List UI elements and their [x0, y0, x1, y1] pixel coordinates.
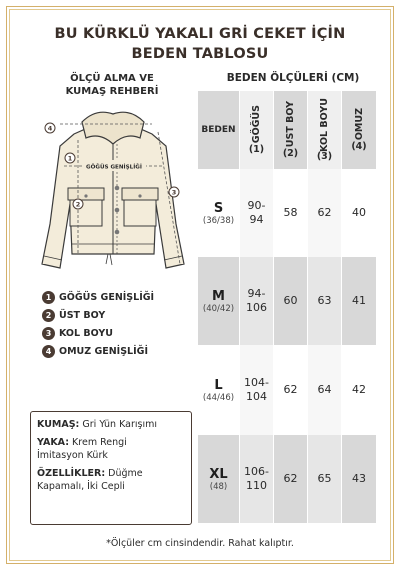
shoulder-value: 41 [352, 294, 366, 307]
size-cell [198, 345, 240, 435]
header-size [198, 91, 240, 169]
table-header-row [198, 91, 376, 169]
size-eu: (48) [209, 481, 228, 492]
legend-item-shoulder [42, 342, 154, 360]
legend-item-length [42, 306, 154, 324]
legend-number: 4 [42, 345, 55, 358]
features-value-1: Düğme [108, 468, 143, 479]
legend-number: 3 [42, 327, 55, 340]
button-3 [115, 208, 120, 213]
table-row-s [198, 169, 376, 257]
sleeve-value: 62 [317, 206, 332, 219]
shoulder-cell [342, 345, 376, 435]
sleeve-cell [308, 345, 342, 435]
header-chest-label: GÖĞÜS [251, 105, 262, 144]
left-pocket-flap [68, 188, 104, 200]
length-value: 62 [283, 472, 298, 485]
shoulder-value: 40 [352, 206, 366, 219]
size-cell [198, 435, 240, 523]
header-size-label: BEDEN [201, 125, 236, 135]
collar-value-1: Krem Rengi [72, 437, 127, 448]
header-sleeve [308, 91, 342, 169]
size-eu: (44/46) [202, 392, 235, 403]
guide-title-line1: ÖLÇÜ ALMA VE [70, 73, 154, 84]
size-letter: M [212, 288, 225, 304]
sleeve-value: 64 [317, 383, 332, 396]
header-shoulder [342, 91, 376, 169]
chest-value-b: 106 [246, 301, 267, 314]
guide-title [42, 72, 182, 98]
header-sleeve-num: (3) [316, 151, 333, 163]
legend-label: KOL BOYU [59, 327, 113, 339]
chest-value-b: 110 [246, 479, 267, 492]
shoulder-cell [342, 257, 376, 345]
header-shoulder-label: OMUZ [353, 108, 365, 141]
length-value: 62 [283, 383, 298, 396]
chest-value-b: 104 [246, 390, 267, 403]
sleeve-value: 65 [317, 472, 332, 485]
chest-width-label: GÖĞÜS GENİŞLİĞİ [86, 164, 142, 171]
button-4 [115, 230, 120, 235]
svg-text:2: 2 [75, 200, 81, 209]
marker-2 [73, 199, 83, 209]
chest-value-b: 94 [249, 213, 264, 226]
jacket-illustration [34, 104, 192, 280]
chest-value-a: 90- [247, 199, 266, 212]
fabric-key: KUMAŞ: [37, 419, 80, 430]
size-letter: XL [209, 466, 228, 482]
legend-item-sleeve [42, 324, 154, 342]
size-cell [198, 169, 240, 257]
length-cell [274, 345, 308, 435]
size-cell [198, 257, 240, 345]
size-letter: S [213, 200, 224, 216]
length-cell [274, 169, 308, 257]
header-shoulder-num: (4) [351, 140, 367, 152]
shoulder-value: 42 [352, 383, 366, 396]
guide-title-line2: KUMAŞ REHBERİ [65, 86, 159, 97]
fabric-line [37, 418, 185, 431]
size-table [198, 91, 376, 523]
fabric-info-box [30, 411, 192, 525]
page-title-line1: BU KÜRKLÜ YAKALI GRİ CEKET İÇİN [54, 26, 346, 42]
size-letter: L [214, 377, 223, 393]
header-chest-num: (1) [248, 143, 265, 155]
header-length [274, 91, 308, 169]
marker-3 [169, 187, 179, 197]
table-row-xl [198, 435, 376, 523]
legend-number: 2 [42, 309, 55, 322]
chest-value-a: 104- [244, 376, 269, 389]
length-cell [274, 435, 308, 523]
collar-value-2: İmitasyon Kürk [37, 450, 108, 461]
size-eu: (36/38) [202, 215, 235, 226]
header-sleeve-label: KOL BOYU [319, 97, 330, 152]
shoulder-value: 43 [352, 472, 366, 485]
marker-4 [45, 123, 55, 133]
legend-item-chest [42, 288, 154, 306]
fabric-value: Gri Yün Karışımı [82, 419, 158, 430]
measurement-legend [42, 288, 154, 360]
table-row-l [198, 345, 376, 435]
page-title-line2: BEDEN TABLOSU [131, 46, 269, 62]
sleeve-cell [308, 435, 342, 523]
chest-cell [240, 257, 274, 345]
button-2 [115, 186, 120, 191]
chest-value-a: 106- [244, 465, 269, 478]
size-eu: (40/42) [202, 303, 235, 314]
length-value: 60 [283, 294, 298, 307]
marker-1 [65, 153, 75, 163]
legend-label: GÖĞÜS GENİŞLİĞİ [59, 291, 155, 303]
chest-cell [240, 169, 274, 257]
size-table-caption: BEDEN ÖLÇÜLERİ (CM) [226, 72, 360, 84]
sleeve-value: 63 [317, 294, 332, 307]
collar-key: YAKA: [37, 437, 70, 448]
svg-text:1: 1 [67, 154, 73, 163]
length-cell [274, 257, 308, 345]
features-key: ÖZELLİKLER: [37, 468, 106, 479]
sleeve-cell [308, 169, 342, 257]
right-pocket-flap [122, 188, 158, 200]
chest-cell [240, 345, 274, 435]
shoulder-cell [342, 169, 376, 257]
chest-cell [240, 435, 274, 523]
table-row-m [198, 257, 376, 345]
legend-label: ÜST BOY [59, 309, 106, 321]
svg-text:3: 3 [171, 188, 177, 197]
chest-value-a: 94- [247, 287, 266, 300]
features-value-2: Kapamalı, İki Cepli [37, 481, 125, 492]
collar-line [37, 436, 185, 462]
svg-text:4: 4 [47, 124, 53, 133]
legend-label: OMUZ GENİŞLİĞİ [59, 345, 148, 357]
header-length-num: (2) [282, 147, 299, 159]
shoulder-cell [342, 435, 376, 523]
length-value: 58 [283, 206, 298, 219]
legend-number: 1 [42, 291, 55, 304]
footer-note: *Ölçüler cm cinsindendir. Rahat kalıptır. [106, 538, 294, 549]
header-chest [240, 91, 274, 169]
sleeve-cell [308, 257, 342, 345]
header-length-label: ÜST BOY [285, 101, 296, 148]
features-line [37, 467, 185, 493]
